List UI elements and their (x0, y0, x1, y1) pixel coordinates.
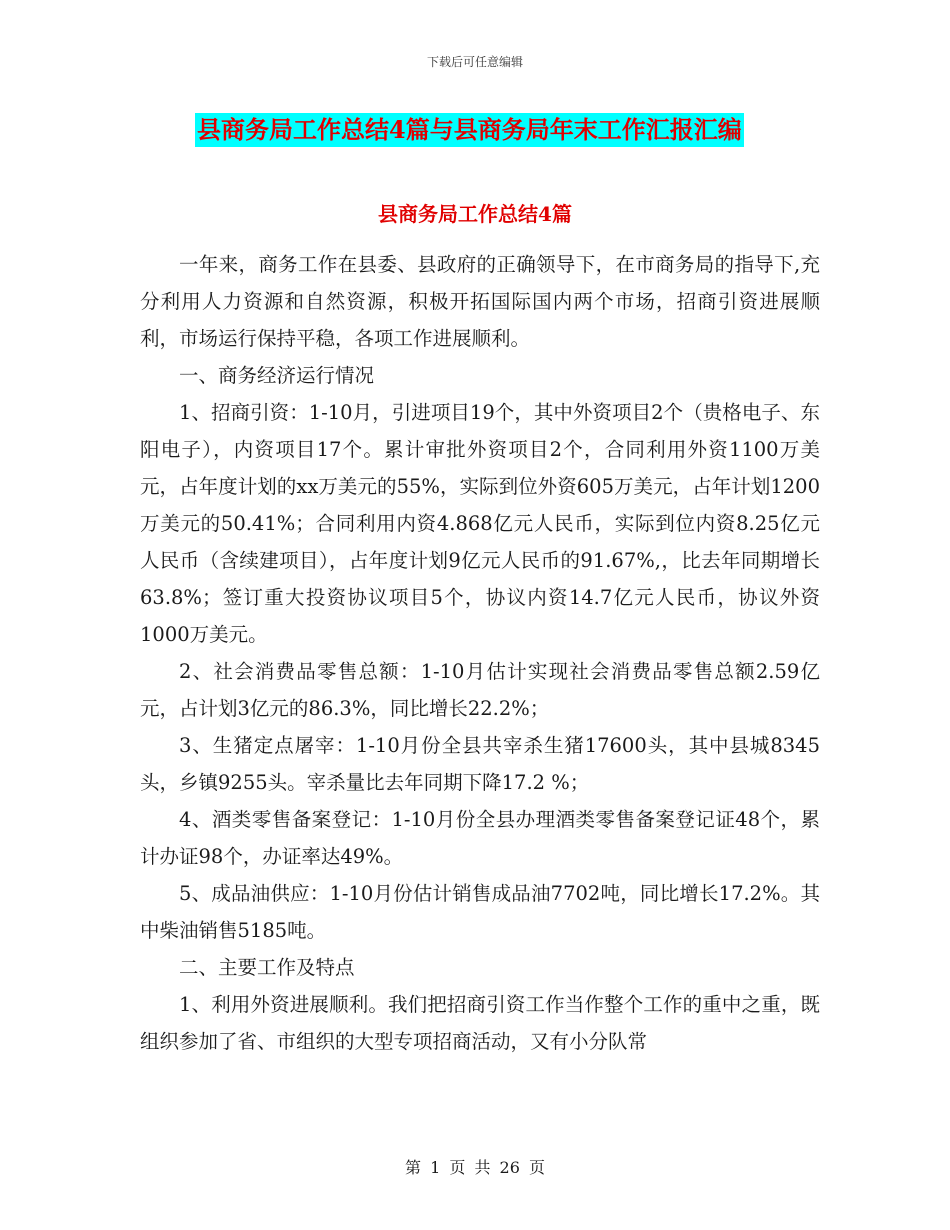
section-heading-2: 二、主要工作及特点 (179, 956, 355, 979)
paragraph-liquor: 4、酒类零售备案登记：1-10月份全县办理酒类零售备案登记证48个，累计办证98个，办证率达49%。 (140, 808, 820, 868)
document-title: 县商务局工作总结4篇与县商务局年末工作汇报汇编 (195, 113, 744, 147)
section-heading-1: 一、商务经济运行情况 (179, 364, 375, 387)
paragraph-slaughter: 3、生猪定点屠宰：1-10月份全县共宰杀生猪17600头，其中县城8345头，乡镇9255头。宰杀量比去年同期下降17.2 %； (140, 734, 820, 794)
paragraph-foreign-investment: 1、利用外资进展顺利。我们把招商引资工作当作整个工作的重中之重，既组织参加了省、市组织的大型专项招商活动，又有小分队常 (140, 993, 820, 1053)
paragraph-intro: 一年来，商务工作在县委、县政府的正确领导下，在市商务局的指导下,充分利用人力资源和自然资源，积极开拓国际国内两个市场，招商引资进展顺利，市场运行保持平稳，各项工作进展顺利。 (140, 253, 820, 350)
paragraph-oil: 5、成品油供应：1-10月份估计销售成品油7702吨，同比增长17.2%。其中柴油销售5185吨。 (140, 882, 820, 942)
page-number: 第 1 页 共 26 页 (405, 1158, 545, 1177)
document-subtitle: 县商务局工作总结4篇 (378, 202, 572, 226)
page-header-note: 下载后可任意编辑 (426, 55, 523, 69)
document-body (140, 246, 820, 1060)
paragraph-retail-sales: 2、社会消费品零售总额：1-10月估计实现社会消费品零售总额2.59亿元，占计划3亿元的86.3%，同比增长22.2%； (140, 660, 820, 720)
paragraph-investment: 1、招商引资：1-10月，引进项目19个，其中外资项目2个（贵格电子、东阳电子），内资项目17个。累计审批外资项目2个，合同利用外资1100万美元，占年度计划的xx万美元的55%，实际到位外资605万美元，占年计划1200万美元的50.41%；合同利用内资4.868亿元人民币，实际到位内资8.25亿元人民币（含续建项目），占年度计划9亿元人民币的91.67%,，比去年同期增长63.8%；签订重大投资协议项目5个，协议内资14.7亿元人民币，协议外资1000万美元。 (140, 401, 820, 646)
